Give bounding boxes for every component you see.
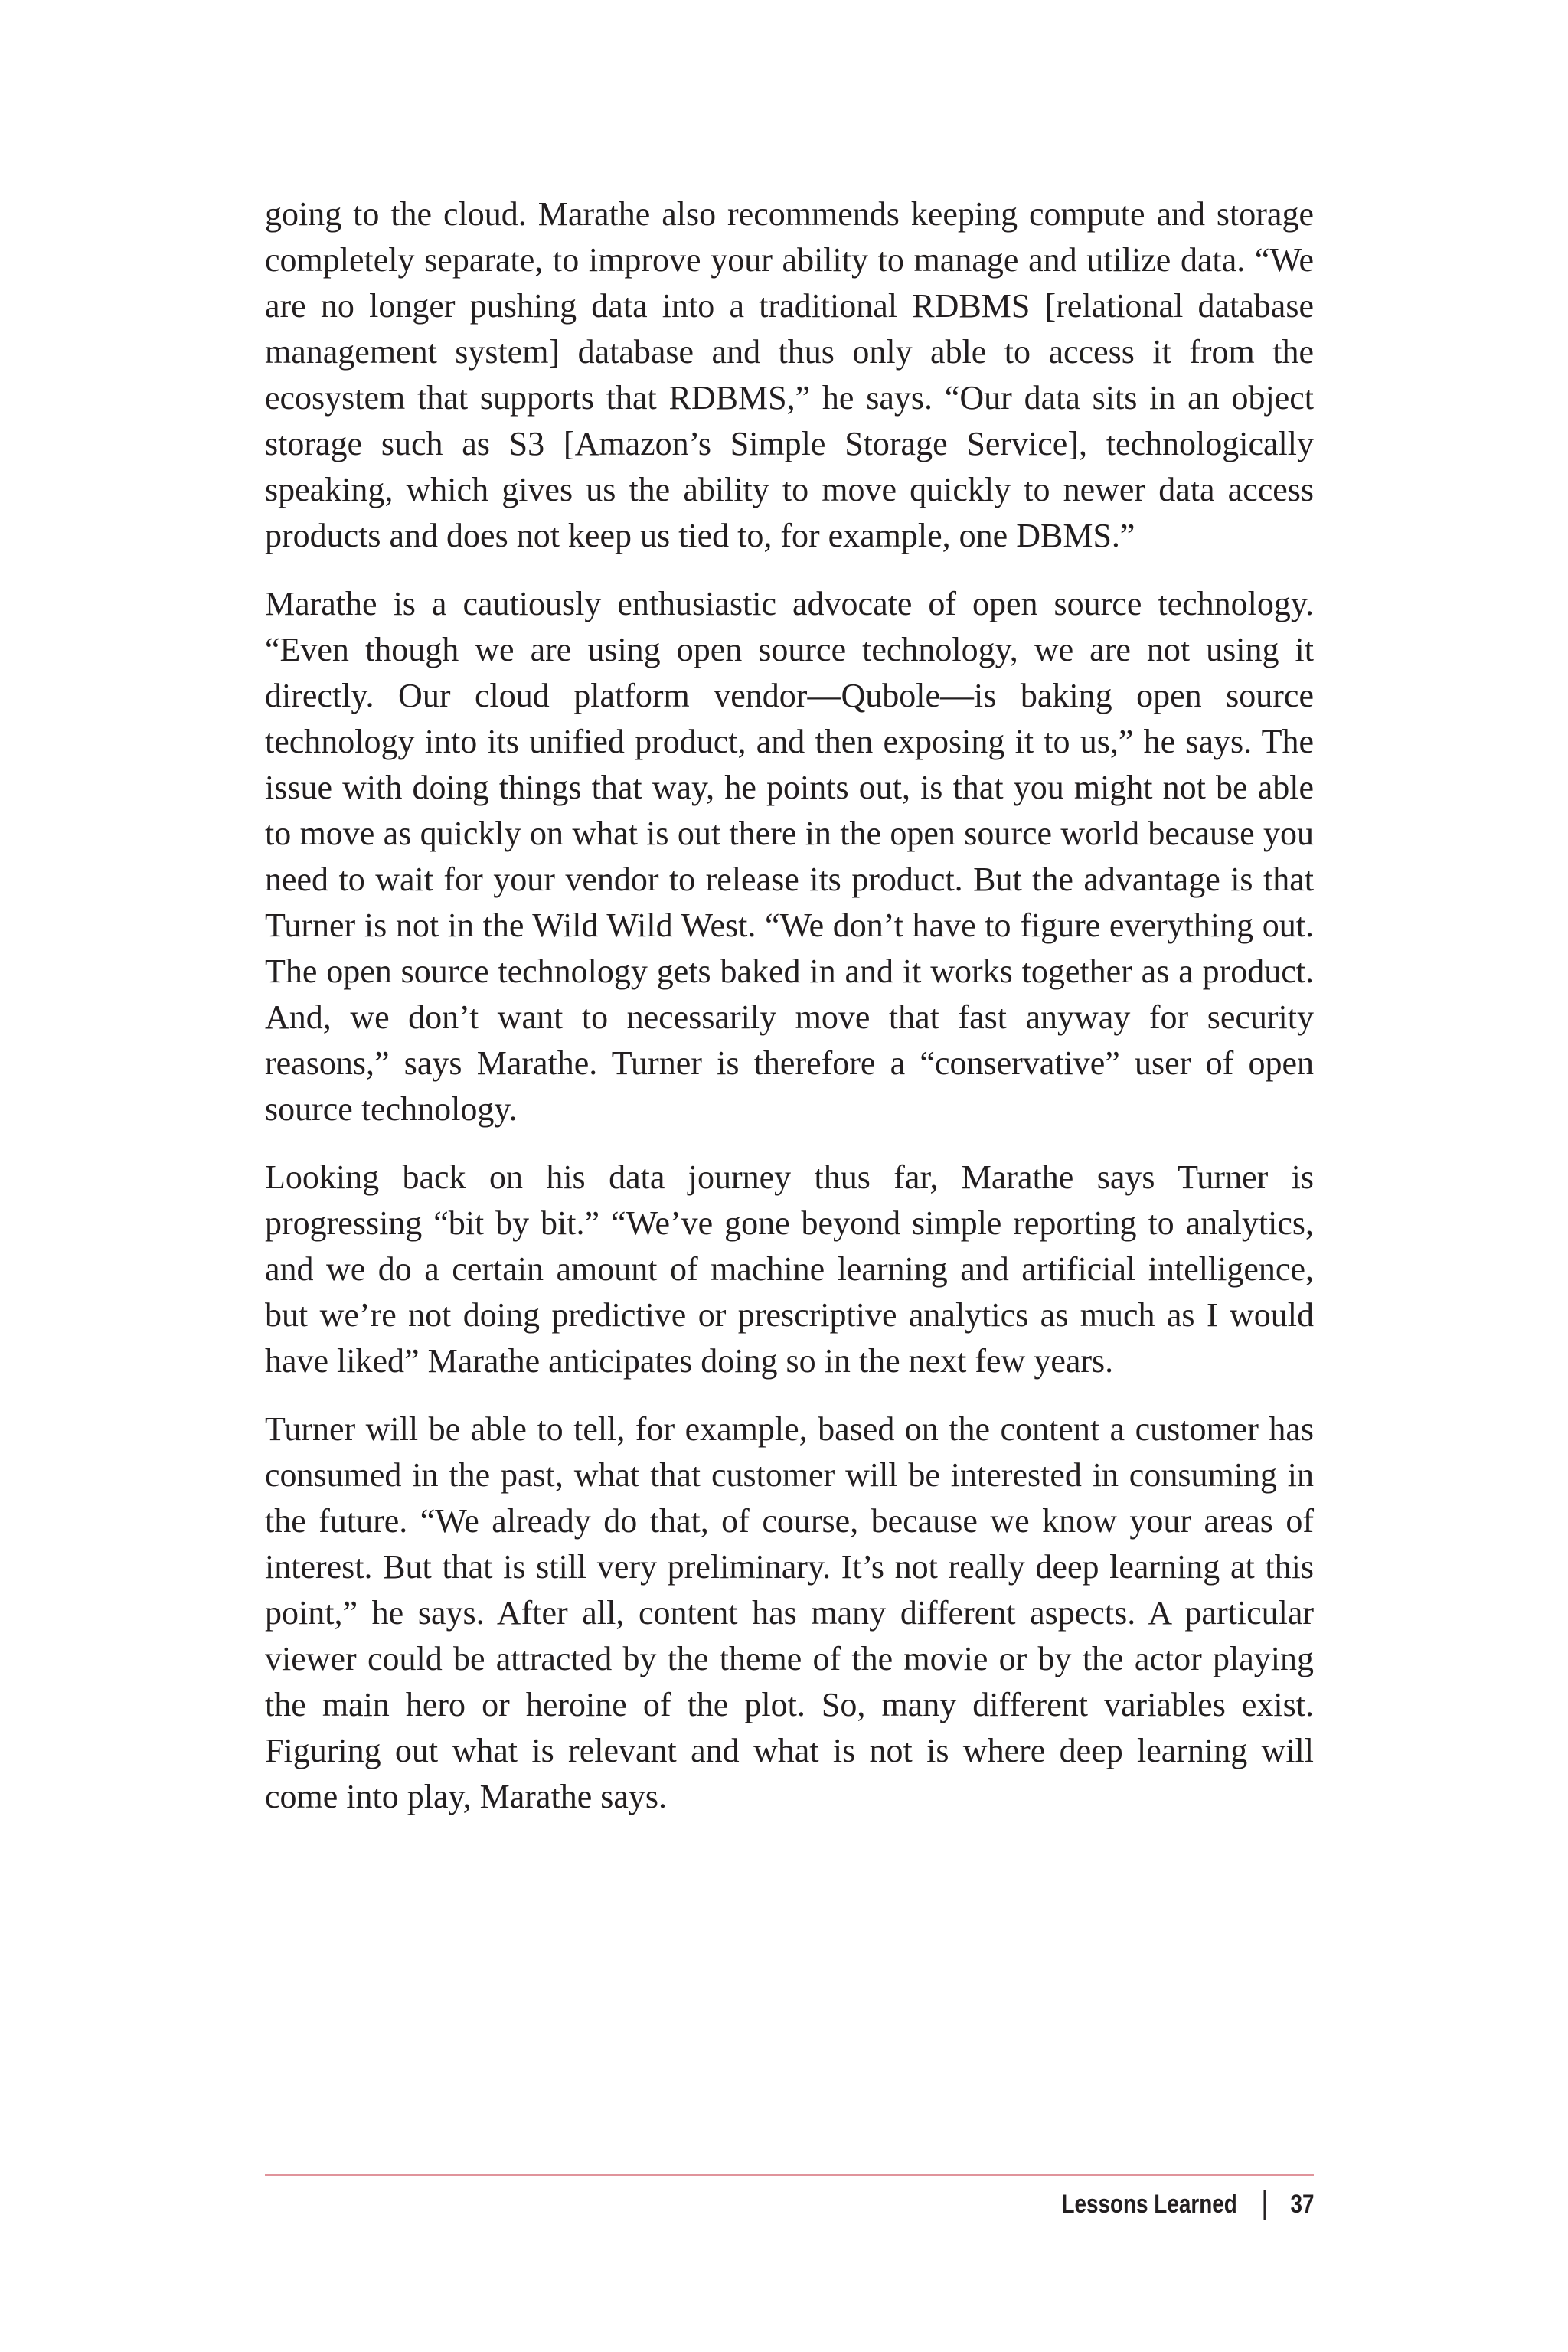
page-footer [1061,2190,1314,2220]
footer-divider [265,2174,1314,2176]
body-text [265,191,1314,1842]
paragraph-2: Marathe is a cautiously enthusiastic advocate of open source technology. “Even though we are using open source technology, we are not using it directly. Our cloud platform vendor—Qubole—is baking open source technology into its unified product, and then exposing it to us,” he says. The issue with doing things that way, he points out, is that you might not be able to move as quickly on what is out there in the open source world because you need to wait for your vendor to release its product. But the advantage is that Turner is not in the Wild Wild West. “We don’t have to figure everything out. The open source technology gets baked in and it works together as a product. And, we don’t want to necessarily move that fast anyway for security reasons,” says Marathe. Turner is therefore a “conservative” user of open source technology. [265,585,1314,1128]
paragraph-4: Turner will be able to tell, for example, based on the content a customer has consumed in the past, what that customer will be interested in consuming in the future. “We already do that, of course, because we know your areas of interest. But that is still very preliminary. It’s not really deep learning at this point,” he says. After all, content has many different aspects. A particular viewer could be attracted by the theme of the movie or by the actor playing the main hero or heroine of the plot. So, many different variables exist. Figuring out what is relevant and what is not is where deep learning will come into play, Marathe says. [265,1410,1314,1815]
paragraph-3: Looking back on his data journey thus far, Marathe says Turner is progressing “bit by bit.” “We’ve gone beyond simple reporting to analytics, and we do a certain amount of machine learning and artificial intelligence, but we’re not doing predictive or prescriptive analytics as much as I would have liked” Marathe anticipates doing so in the next few years. [265,1158,1314,1380]
running-footer-title: Lessons Learned [1060,2190,1237,2219]
paragraph-1: going to the cloud. Marathe also recommends keeping compute and storage completely separate, to improve your ability to manage and utilize data. “We are no longer pushing data into a traditional RDBMS [relational database management system] database and thus only able to access it from the ecosystem that supports that RDBMS,” he says. “Our data sits in an object storage such as S3 [Amazon’s Simple Storage Service], technologically speaking, which gives us the ability to move quickly to newer data access products and does not keep us tied to, for example, one DBMS.” [265,195,1314,554]
page-number: 37 [1289,2190,1314,2219]
footer-separator [1263,2190,1265,2220]
